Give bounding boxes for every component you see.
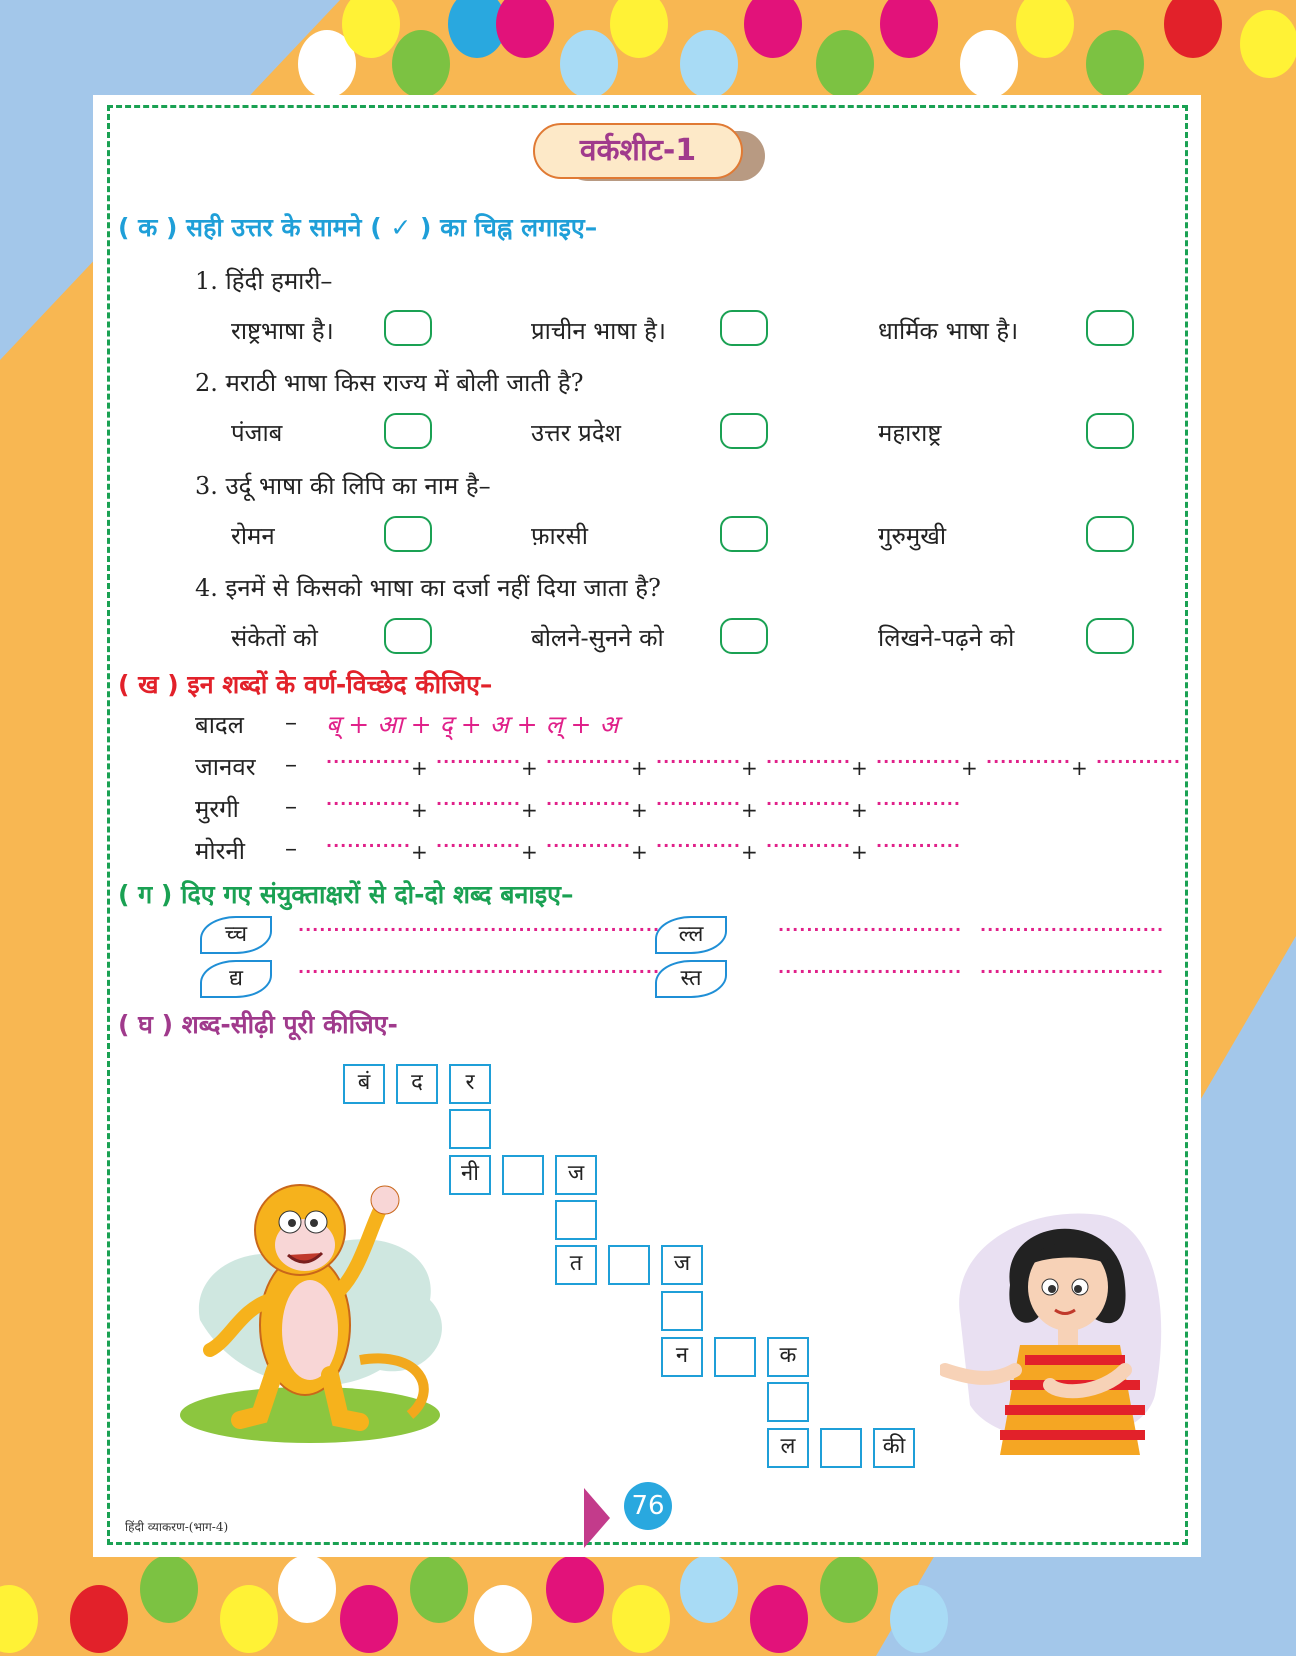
q3-checkbox-1[interactable] bbox=[384, 516, 432, 552]
q4-checkbox-2[interactable] bbox=[720, 618, 768, 654]
q2-option-2: उत्तर प्रदेश bbox=[531, 419, 621, 447]
plus-sign: + bbox=[851, 798, 868, 822]
q1-checkbox-2[interactable] bbox=[720, 310, 768, 346]
plus-sign: + bbox=[521, 756, 538, 780]
blank[interactable]: ............ bbox=[876, 832, 961, 851]
blank[interactable]: ............ bbox=[1096, 748, 1181, 767]
monkey-illustration bbox=[180, 1150, 470, 1450]
plus-sign: + bbox=[741, 840, 758, 864]
blank[interactable]: ............ bbox=[436, 832, 521, 851]
ladder-cell: न bbox=[661, 1337, 703, 1377]
plus-sign: + bbox=[521, 798, 538, 822]
blank[interactable]: ............ bbox=[546, 748, 631, 767]
example-answer: ब् + आ + द् + अ + ल् + अ bbox=[326, 710, 619, 739]
section-ka-heading: ( क ) सही उत्तर के सामने ( ✓ ) का चिह्न लगाइए– bbox=[118, 213, 598, 242]
example-word: बादल bbox=[195, 711, 244, 739]
ladder-cell: ज bbox=[555, 1155, 597, 1195]
plus-sign: + bbox=[631, 756, 648, 780]
q4-checkbox-3[interactable] bbox=[1086, 618, 1134, 654]
word-janvar: जानवर bbox=[195, 753, 256, 781]
ladder-cell: ल bbox=[767, 1428, 809, 1468]
q4-option-1: संकेतों को bbox=[231, 624, 318, 652]
blank[interactable]: ............ bbox=[436, 790, 521, 809]
ladder-cell[interactable] bbox=[661, 1291, 703, 1331]
blank-dy-1[interactable]: .......................... bbox=[298, 958, 483, 977]
ladder-cell[interactable] bbox=[449, 1109, 491, 1149]
ladder-cell: ज bbox=[661, 1245, 703, 1285]
blank[interactable]: ............ bbox=[326, 748, 411, 767]
plus-sign: + bbox=[521, 840, 538, 864]
conjunct-dy: द्य bbox=[200, 960, 272, 998]
section-kha-heading: ( ख ) इन शब्दों के वर्ण-विच्छेद कीजिए– bbox=[118, 670, 493, 699]
plus-sign: + bbox=[411, 840, 428, 864]
title-badge bbox=[533, 123, 765, 183]
q1-option-1: राष्ट्रभाषा है। bbox=[231, 317, 334, 345]
ladder-cell: द bbox=[396, 1064, 438, 1104]
conjunct-chch: च्च bbox=[200, 916, 272, 954]
q1-checkbox-3[interactable] bbox=[1086, 310, 1134, 346]
section-gha-heading: ( घ ) शब्द-सीढ़ी पूरी कीजिए- bbox=[118, 1010, 398, 1039]
ladder-cell: त bbox=[555, 1245, 597, 1285]
q4-checkbox-1[interactable] bbox=[384, 618, 432, 654]
blank[interactable]: ............ bbox=[986, 748, 1071, 767]
ladder-cell[interactable] bbox=[714, 1337, 756, 1377]
q1-checkbox-1[interactable] bbox=[384, 310, 432, 346]
question-1: 1. हिंदी हमारी– bbox=[195, 267, 333, 295]
blank-ll-2[interactable]: .......................... bbox=[980, 916, 1165, 935]
plus-sign: + bbox=[741, 756, 758, 780]
blank-dy-2[interactable]: .......................... bbox=[476, 958, 661, 977]
q3-checkbox-3[interactable] bbox=[1086, 516, 1134, 552]
q2-option-3: महाराष्ट्र bbox=[878, 419, 942, 447]
dash-morni: – bbox=[285, 834, 297, 862]
footer-book-title: हिंदी व्याकरण-(भाग-4) bbox=[125, 1520, 229, 1534]
blank[interactable]: ............ bbox=[766, 832, 851, 851]
blank-chch-2[interactable]: .......................... bbox=[476, 916, 661, 935]
ladder-cell[interactable] bbox=[502, 1155, 544, 1195]
plus-sign: + bbox=[741, 798, 758, 822]
dash-janvar: – bbox=[285, 750, 297, 778]
page-ribbon-icon bbox=[584, 1488, 610, 1548]
ladder-cell: बं bbox=[343, 1064, 385, 1104]
blank[interactable]: ............ bbox=[766, 790, 851, 809]
plus-sign: + bbox=[851, 840, 868, 864]
ladder-cell[interactable] bbox=[555, 1200, 597, 1240]
conjunct-st: स्त bbox=[655, 960, 727, 998]
q3-option-1: रोमन bbox=[231, 522, 275, 550]
ladder-cell: की bbox=[873, 1428, 915, 1468]
blank[interactable]: ............ bbox=[326, 832, 411, 851]
question-4: 4. इनमें से किसको भाषा का दर्जा नहीं दिया जाता है? bbox=[195, 574, 661, 602]
dash-murgi: – bbox=[285, 792, 297, 820]
q3-option-2: फ़ारसी bbox=[531, 522, 588, 550]
ladder-cell[interactable] bbox=[608, 1245, 650, 1285]
word-murgi: मुरगी bbox=[195, 795, 239, 823]
blank[interactable]: ............ bbox=[326, 790, 411, 809]
ladder-cell: र bbox=[449, 1064, 491, 1104]
girl-illustration bbox=[940, 1195, 1170, 1465]
q3-checkbox-2[interactable] bbox=[720, 516, 768, 552]
q1-option-3: धार्मिक भाषा है। bbox=[878, 317, 1019, 345]
blank[interactable]: ............ bbox=[546, 832, 631, 851]
ladder-cell[interactable] bbox=[820, 1428, 862, 1468]
plus-sign: + bbox=[411, 798, 428, 822]
q3-option-3: गुरुमुखी bbox=[878, 522, 947, 550]
question-2: 2. मराठी भाषा किस राज्य में बोली जाती है? bbox=[195, 369, 584, 397]
q2-checkbox-1[interactable] bbox=[384, 413, 432, 449]
q2-checkbox-3[interactable] bbox=[1086, 413, 1134, 449]
plus-sign: + bbox=[631, 840, 648, 864]
q4-option-3: लिखने-पढ़ने को bbox=[878, 624, 1015, 652]
plus-sign: + bbox=[631, 798, 648, 822]
question-3: 3. उर्दू भाषा की लिपि का नाम है– bbox=[195, 472, 491, 500]
example-dash: – bbox=[285, 708, 297, 736]
conjunct-ll: ल्ल bbox=[655, 916, 727, 954]
plus-sign: + bbox=[411, 756, 428, 780]
q1-option-2: प्राचीन भाषा है। bbox=[531, 317, 666, 345]
blank[interactable]: ............ bbox=[656, 790, 741, 809]
blank[interactable]: ............ bbox=[436, 748, 521, 767]
blank-ll-1[interactable]: .......................... bbox=[778, 916, 963, 935]
q2-option-1: पंजाब bbox=[231, 419, 283, 447]
blank[interactable]: ............ bbox=[876, 790, 961, 809]
plus-sign: + bbox=[961, 756, 978, 780]
ladder-cell: नी bbox=[449, 1155, 491, 1195]
blank[interactable]: ............ bbox=[656, 748, 741, 767]
plus-sign: + bbox=[851, 756, 868, 780]
blank-chch-1[interactable]: .......................... bbox=[298, 916, 483, 935]
blank-st-2[interactable]: .......................... bbox=[980, 958, 1165, 977]
blank[interactable]: ............ bbox=[656, 832, 741, 851]
q4-option-2: बोलने-सुनने को bbox=[531, 624, 664, 652]
ladder-cell: क bbox=[767, 1337, 809, 1377]
plus-sign: + bbox=[1071, 756, 1088, 780]
q2-checkbox-2[interactable] bbox=[720, 413, 768, 449]
blank[interactable]: ............ bbox=[546, 790, 631, 809]
blank[interactable]: ............ bbox=[876, 748, 961, 767]
page-number: 76 bbox=[624, 1482, 672, 1530]
word-morni: मोरनी bbox=[195, 837, 245, 865]
blank-st-1[interactable]: .......................... bbox=[778, 958, 963, 977]
blank[interactable]: ............ bbox=[766, 748, 851, 767]
section-ga-heading: ( ग ) दिए गए संयुक्ताक्षरों से दो-दो शब्द बनाइए– bbox=[118, 880, 574, 909]
ladder-cell[interactable] bbox=[767, 1382, 809, 1422]
page-title: वर्कशीट-1 bbox=[533, 123, 743, 179]
